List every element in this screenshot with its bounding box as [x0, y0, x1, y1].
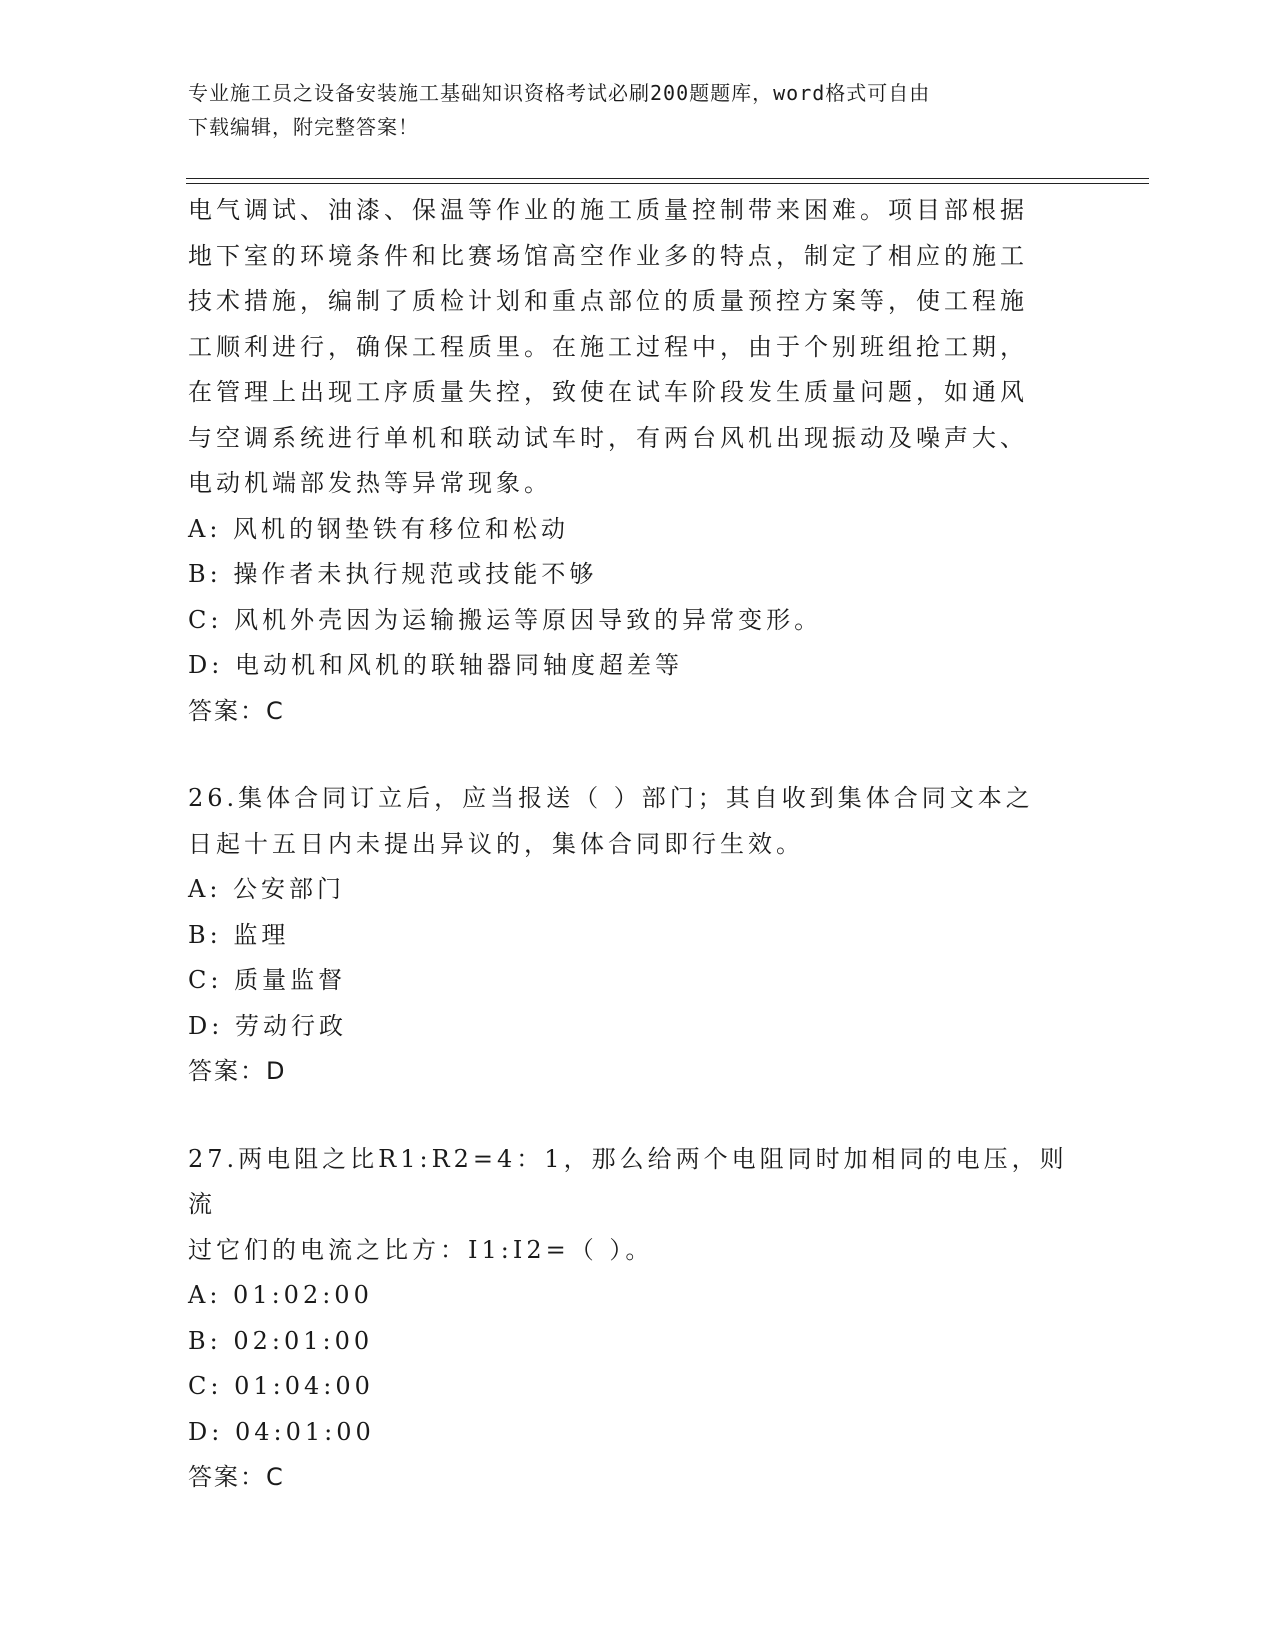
question-text-line: 技术措施，编制了质检计划和重点部位的质量预控方案等，使工程施 [188, 287, 1028, 315]
option-b: B: 02:01:00 [188, 1326, 374, 1355]
option-b: B: 操作者未执行规范或技能不够 [188, 560, 598, 588]
question-text-line: 地下室的环境条件和比赛场馆高空作业多的特点，制定了相应的施工 [188, 241, 1028, 270]
question-text-line: 26.集体合同订立后，应当报送（ ）部门；其自收到集体合同文本之 [188, 784, 1034, 812]
page-header [188, 76, 1068, 144]
option-d: D: 04:01:00 [188, 1417, 375, 1446]
question-26 [188, 776, 1088, 1095]
question-text-line: 电气调试、油漆、保温等作业的施工质量控制带来困难。项目部根据 [188, 196, 1028, 224]
option-a: A: 风机的钢垫铁有移位和松动 [188, 514, 570, 543]
option-c: C: 风机外壳因为运输搬运等原因导致的异常变形。 [188, 605, 823, 634]
answer: 答案：D [188, 1057, 287, 1085]
spacer [188, 734, 1088, 776]
question-25 [188, 188, 1088, 734]
option-b: B: 监理 [188, 920, 290, 949]
header-divider-bottom [186, 183, 1149, 184]
header-line-2: 下载编辑，附完整答案！ [188, 115, 419, 139]
option-a: A: 公安部门 [188, 875, 346, 903]
question-text-line: 日起十五日内未提出异议的，集体合同即行生效。 [188, 829, 804, 858]
question-27 [188, 1137, 1088, 1501]
question-text-line: 电动机端部发热等异常现象。 [188, 469, 552, 497]
answer: 答案：C [188, 1463, 285, 1491]
header-line-1: 专业施工员之设备安装施工基础知识资格考试必刷200题题库，word格式可自由 [188, 81, 931, 105]
question-text-line: 27.两电阻之比R1:R2=4：1，那么给两个电阻同时加相同的电压，则流 [188, 1144, 1068, 1218]
option-a: A: 01:02:00 [188, 1281, 373, 1309]
spacer [188, 1095, 1088, 1137]
question-text-line: 与空调系统进行单机和联动试车时，有两台风机出现振动及噪声大、 [188, 423, 1028, 452]
question-text-line: 在管理上出现工序质量失控，致使在试车阶段发生质量问题，如通风 [188, 378, 1028, 406]
question-content [188, 188, 1088, 1501]
header-divider-top [186, 178, 1149, 179]
option-c: C: 01:04:00 [188, 1372, 374, 1400]
answer: 答案：C [188, 696, 285, 725]
option-d: D: 劳动行政 [188, 1011, 347, 1040]
question-text-line: 过它们的电流之比方：I1:I2=（ ）。 [188, 1235, 654, 1264]
option-d: D: 电动机和风机的联轴器同轴度超差等 [188, 651, 683, 679]
option-c: C: 质量监督 [188, 966, 347, 994]
question-text-line: 工顺利进行，确保工程质里。在施工过程中，由于个别班组抢工期， [188, 332, 1028, 361]
